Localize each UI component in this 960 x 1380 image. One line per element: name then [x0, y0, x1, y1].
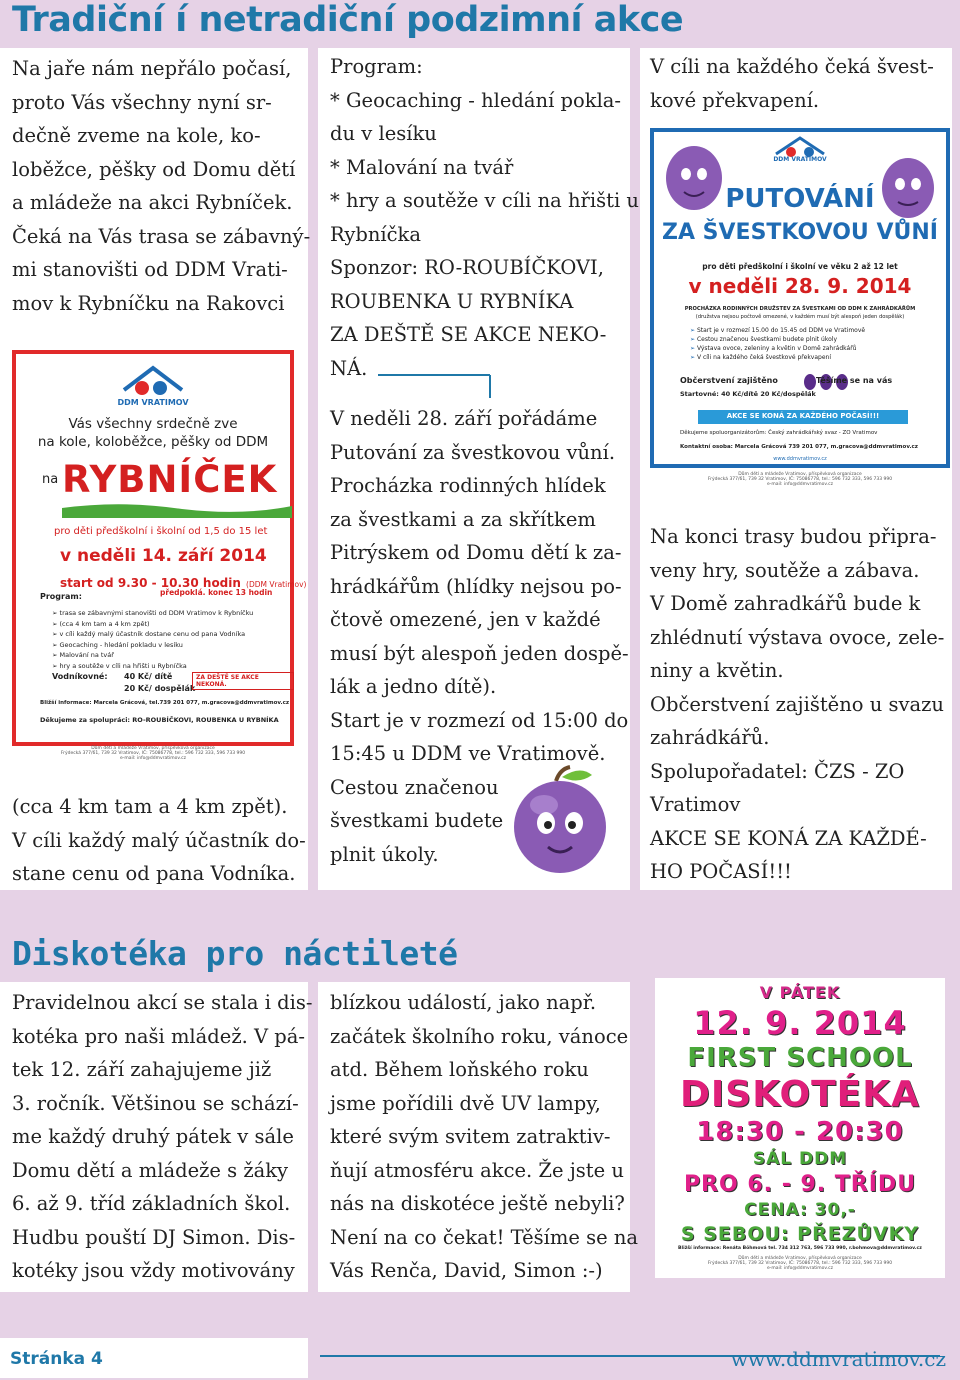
text-line: plnit úkoly.	[330, 842, 439, 866]
section-title-disco: Diskotéka pro náctileté	[12, 934, 458, 973]
poster-list-item	[690, 326, 865, 335]
putovani-org: DDM VRATIMOV	[773, 156, 827, 163]
text-line: HO POČASÍ!!!	[650, 860, 792, 883]
text-line: dečně zveme na kole, ko-	[12, 124, 261, 147]
disko-line: S SEBOU: PŘEZŮVKY	[680, 1223, 920, 1245]
text-line: mov k Rybníčku na Rakovci	[12, 291, 285, 315]
disko-line: FIRST SCHOOL	[687, 1043, 913, 1073]
disko-info: Bližší informace: Renáta Böhmová tel. 734 312 763, 596 733 990, r.bohmova@ddmvratimov.cz	[678, 1246, 922, 1251]
putovani-list	[690, 326, 865, 362]
poster-list-item-text: (cca 4 km tam a 4 km zpět)	[59, 619, 150, 628]
poster-age: pro děti předškolní i školní od 1,5 do 15 let	[54, 526, 268, 537]
text-line: Vratimov	[650, 793, 741, 816]
text-line: me každý druhý pátek v sále	[12, 1125, 294, 1148]
text-line: Program:	[330, 55, 423, 78]
disko-addr-3: e-mail: info@ddmvratimov.cz	[766, 1266, 834, 1271]
putovani-addr-1: Dům dětí a mládeže Vratimov, příspěvková organizace	[738, 472, 862, 477]
bullet-icon: ➢	[690, 345, 697, 352]
poster-program-label: Program:	[40, 592, 82, 601]
poster-addr-2: Frýdecká 377/61, 739 32 Vratimov, IČ: 75086778, tel.: 596 732 333, 596 733 990	[60, 751, 246, 756]
text-line: du v lesíku	[330, 122, 437, 145]
text-line: Spolupořadatel: ČZS - ZO	[650, 759, 905, 783]
poster-program-list	[52, 608, 253, 671]
putovani-banner: AKCE SE KONÁ ZA KAŽDÉHO POČASÍ!!!	[726, 412, 880, 420]
poster-list-item-text: Geocaching - hledání pokladu v lesíku	[59, 640, 183, 649]
text-line: V cíli každý malý účastník do-	[12, 828, 306, 852]
text-line: ZA DEŠTĚ SE AKCE NEKO-	[330, 323, 607, 346]
text-line: AKCE SE KONÁ ZA KAŽDÉ-	[650, 826, 927, 850]
text-line: 3. ročník. Většinou se schází-	[12, 1091, 299, 1115]
poster-thanks: Děkujeme za spolupráci: RO-ROUBÍČKOVI, ROUBENKA U RYBNÍKA	[40, 716, 279, 724]
bullet-icon: ➢	[690, 336, 697, 343]
poster-list-item-text: trasa se zábavnými stanovišti od DDM Vratimov k Rybníčku	[59, 609, 254, 617]
bullet-icon: ➢	[690, 327, 697, 334]
poster-fee-label: Vodníkovné:	[52, 672, 108, 681]
putovani-fee: Startovné: 40 Kč/dítě 20 Kč/dospělák	[680, 390, 816, 398]
disko-line: SÁL DDM	[752, 1149, 848, 1169]
text-line: 15:45 u DDM ve Vratimově.	[330, 742, 606, 765]
poster-list-item	[690, 353, 865, 362]
text-line: Občerstvení zajištěno u svazu	[650, 692, 944, 716]
text-line: lák a jedno dítě).	[330, 675, 497, 698]
text-line: stane cenu od pana Vodníka.	[12, 862, 296, 885]
text-line: atd. Během loňského roku	[330, 1058, 589, 1081]
poster-invite-1: Vás všechny srdečně zve	[68, 416, 238, 432]
bullet-icon: ➢	[52, 619, 60, 628]
disko-line: 12. 9. 2014	[693, 1004, 907, 1042]
text-line: Cestou značenou	[330, 775, 499, 799]
text-line: a mládeže na akci Rybníček.	[12, 191, 293, 214]
section-title-autumn: Tradiční í netradiční podzimní akce	[12, 0, 684, 40]
disko-addr-2: Frýdecká 377/61, 739 32 Vratimov, IČ: 75086778, tel.: 596 732 333, 596 733 990	[707, 1261, 893, 1266]
poster-list-item	[52, 661, 253, 672]
text-line: niny a květin.	[650, 659, 784, 682]
footer-website-link[interactable]: www.ddmvratimov.cz	[730, 1347, 946, 1371]
text-line: hrádkářům (hlídky nejsou po-	[330, 574, 622, 598]
text-line: * Geocaching - hledání pokla-	[330, 88, 622, 112]
bullet-icon: ➢	[52, 651, 60, 659]
poster-list-item	[52, 640, 253, 651]
text-line: Na jaře nám nepřálo počasí,	[12, 57, 292, 80]
text-line: Rybníčka	[330, 222, 421, 246]
bullet-icon: ➢	[52, 630, 60, 638]
text-line: Čeká na Vás trasa se zábavný-	[12, 224, 311, 248]
poster-list-item	[52, 608, 253, 619]
text-line: proto Vás všechny nyní sr-	[12, 90, 272, 114]
disko-address	[655, 1256, 945, 1271]
poster-list-item	[52, 650, 253, 661]
poster-list-item-text: v cíli každý malý účastník dostane cenu od pana Vodníka	[59, 630, 246, 638]
putovani-age: pro děti předškolní i školní ve věku 2 až 12 let	[702, 262, 898, 271]
column-1-top-text	[12, 52, 310, 320]
putovani-title-2: ZA ŠVESTKOVOU VŮNÍ	[662, 220, 938, 245]
poster-addr-1: Dům dětí a mládeže Vratimov, příspěvková organizace	[91, 746, 215, 751]
poster-list-item-text: hry a soutěže v cíli na hřišti u Rybníčka	[59, 661, 187, 670]
poster-disko	[655, 978, 945, 1278]
bullet-icon: ➢	[52, 609, 60, 617]
decorative-line	[378, 368, 498, 402]
text-line: Start je v rozmezí od 15:00 do	[330, 708, 629, 732]
putovani-desc-2: (družstva nejsou počtově omezené, v každém musí být alespoň jeden dospělák)	[695, 314, 905, 320]
disko-line: 18:30 - 20:30	[696, 1117, 904, 1147]
putovani-web: www.ddmvratimov.cz	[773, 456, 827, 462]
poster-list-item	[52, 629, 253, 640]
disco-column-2-text	[330, 986, 638, 1288]
poster-event-title: RYBNÍČEK	[62, 458, 278, 501]
poster-fee-2: 20 Kč/ dospělák	[124, 684, 196, 693]
text-line: Pravidelnou akcí se stala i dis-	[12, 991, 313, 1014]
poster-na: na	[42, 472, 59, 487]
text-line: * hry a soutěže v cíli na hřišti u	[330, 189, 639, 212]
text-line: Na konci trasy budou připra-	[650, 525, 937, 548]
column-2-top-text	[330, 50, 639, 385]
disko-line: DISKOTÉKA	[680, 1074, 920, 1115]
poster-addr-3: e-mail: info@ddmvratimov.cz	[119, 756, 187, 761]
poster-list-item-text: Cestou značenou švestkami budete plnit úkoly	[696, 336, 838, 343]
poster-time-place: (DDM Vratimov)	[246, 580, 307, 589]
poster-time: start od 9.30 - 10.30 hodin	[60, 576, 241, 590]
text-line: kotéka pro naši mládež. V pá-	[12, 1024, 305, 1048]
text-line: tek 12. září zahajujeme již	[12, 1058, 272, 1081]
poster-fee-1: 40 Kč/ dítě	[124, 672, 173, 681]
text-line: Pitrýskem od Domu dětí k za-	[330, 541, 622, 564]
text-line: blízkou událostí, jako např.	[330, 991, 597, 1014]
text-line: ňují atmosféru akce. Že jste u	[330, 1158, 624, 1182]
poster-list-item-text: Výstava ovoce, zeleniny a květin v Domě zahrádkářů	[696, 345, 857, 352]
column-1-bottom-text	[12, 790, 306, 891]
putovani-date: v neděli 28. 9. 2014	[688, 274, 912, 298]
disko-line: PRO 6. - 9. TŘÍDU	[683, 1172, 917, 1197]
poster-org: DDM VRATIMOV	[117, 398, 189, 407]
poster-list-item	[690, 335, 865, 344]
poster-list-item	[690, 344, 865, 353]
putovani-see-you: Těšíme se na vás	[816, 376, 893, 385]
putovani-refresh: Občerstvení zajištěno	[680, 376, 778, 385]
poster-putovani	[650, 128, 950, 510]
text-line: Vás Renča, David, Simon :-)	[330, 1259, 603, 1282]
text-line: veny hry, soutěže a zábava.	[650, 558, 920, 582]
text-line: Putování za švestkovou vůní.	[330, 440, 616, 464]
poster-rybnicek	[12, 350, 307, 770]
poster-invite-2: na kole, koloběžce, pěšky od DDM	[37, 434, 269, 450]
poster-list-item	[52, 619, 253, 630]
text-line: za švestkami a za skřítkem	[330, 507, 596, 531]
bullet-icon: ➢	[690, 354, 697, 361]
disko-lines	[655, 982, 945, 1247]
text-line: mi stanovišti od DDM Vrati-	[12, 258, 288, 281]
poster-info: Bližší informace: Marcela Grácová, tel.739 201 077, m.gracova@ddmvratimov.cz	[40, 700, 290, 706]
poster-end: předpoklá. konec 13 hodin	[160, 588, 273, 597]
bullet-icon: ➢	[52, 640, 60, 649]
text-line: jsme pořídili dvě UV lampy,	[330, 1091, 601, 1115]
text-line: Hudbu pouští DJ Simon. Dis-	[12, 1225, 296, 1249]
text-line: zhlédnutí výstava ovoce, zele-	[650, 625, 945, 649]
page-number: Stránka 4	[10, 1349, 103, 1369]
poster-address	[12, 746, 294, 761]
text-line: V neděli 28. září pořádáme	[330, 407, 598, 430]
disko-line: CENA: 30,-	[744, 1200, 856, 1220]
poster-date: v neděli 14. září 2014	[60, 546, 267, 566]
text-line: začátek školního roku, vánoce	[330, 1024, 629, 1048]
putovani-contact: Kontaktní osoba: Marcela Grácová 739 201 077, m.gracova@ddmvratimov.cz	[680, 444, 919, 450]
text-line: Procházka rodinných hlídek	[330, 474, 606, 497]
putovani-address	[650, 472, 950, 487]
bullet-icon: ➢	[52, 661, 60, 670]
text-line: (cca 4 km tam a 4 km zpět).	[12, 795, 288, 818]
putovani-thanks: Děkujeme spoluorganizátorům: Český zahrádkářský svaz - ZO Vratimov	[680, 430, 878, 436]
text-line: 6. až 9. tříd základních škol.	[12, 1192, 291, 1215]
text-line: zahrádkářů.	[650, 726, 770, 749]
putovani-addr-3: e-mail: info@ddmvratimov.cz	[766, 482, 834, 487]
disko-addr-1: Dům dětí a mládeže Vratimov, příspěvková organizace	[738, 1256, 862, 1261]
putovani-title-1: PUTOVÁNÍ	[725, 184, 875, 214]
text-line: nás na diskotéce ještě nebyli?	[330, 1192, 625, 1215]
text-line: V cíli na každého čeká švest-	[650, 55, 934, 78]
poster-rain-note: ZA DEŠTĚ SE AKCE NEKONÁ.	[192, 672, 294, 690]
text-line: ROUBENKA U RYBNÍKA	[330, 289, 574, 313]
column-3-top-text	[650, 50, 934, 117]
text-line: které svým svitem zatraktiv-	[330, 1125, 611, 1148]
text-line: NÁ.	[330, 356, 368, 380]
plum-mascot-icon	[500, 765, 620, 885]
text-line: Není na co čekat! Těšíme se na	[330, 1225, 639, 1249]
poster-list-item-text: Malování na tvář	[59, 651, 114, 659]
text-line: loběžce, pěšky od Domu dětí	[12, 157, 296, 181]
putovani-addr-2: Frýdecká 377/61, 739 32 Vratimov, IČ: 75086778, tel.: 596 732 333, 596 733 990	[707, 477, 893, 482]
text-line: kové překvapení.	[650, 88, 820, 112]
text-line: kotéky jsou vždy motivovány	[12, 1259, 295, 1282]
text-line: čtově omezené, jen v každé	[330, 608, 601, 631]
text-line: Domu dětí a mládeže s žáky	[12, 1158, 289, 1182]
poster-list-item-text: V cíli na každého čeká švestkové překvapení	[696, 354, 831, 361]
poster-list-item-text: Start je v rozmezí 15.00 do 15.45 od DDM ve Vratimově	[696, 327, 866, 334]
putovani-desc-1: PROCHÁZKA RODINNÝCH DRUŽSTEV ZA ŠVESTKAMI OD DDM K ZAHRÁDKÁŘŮM	[684, 306, 916, 312]
column-3-bottom-text	[650, 520, 944, 889]
text-line: švestkami budete	[330, 809, 504, 832]
text-line: musí být alespoň jeden dospě-	[330, 641, 629, 665]
text-line: V Domě zahradkářů bude k	[650, 592, 921, 615]
disco-column-1-text	[12, 986, 312, 1288]
text-line: * Malování na tvář	[330, 155, 514, 179]
text-line: Sponzor: RO-ROUBÍČKOVI,	[330, 256, 604, 279]
disko-line: V PÁTEK	[759, 983, 841, 1002]
